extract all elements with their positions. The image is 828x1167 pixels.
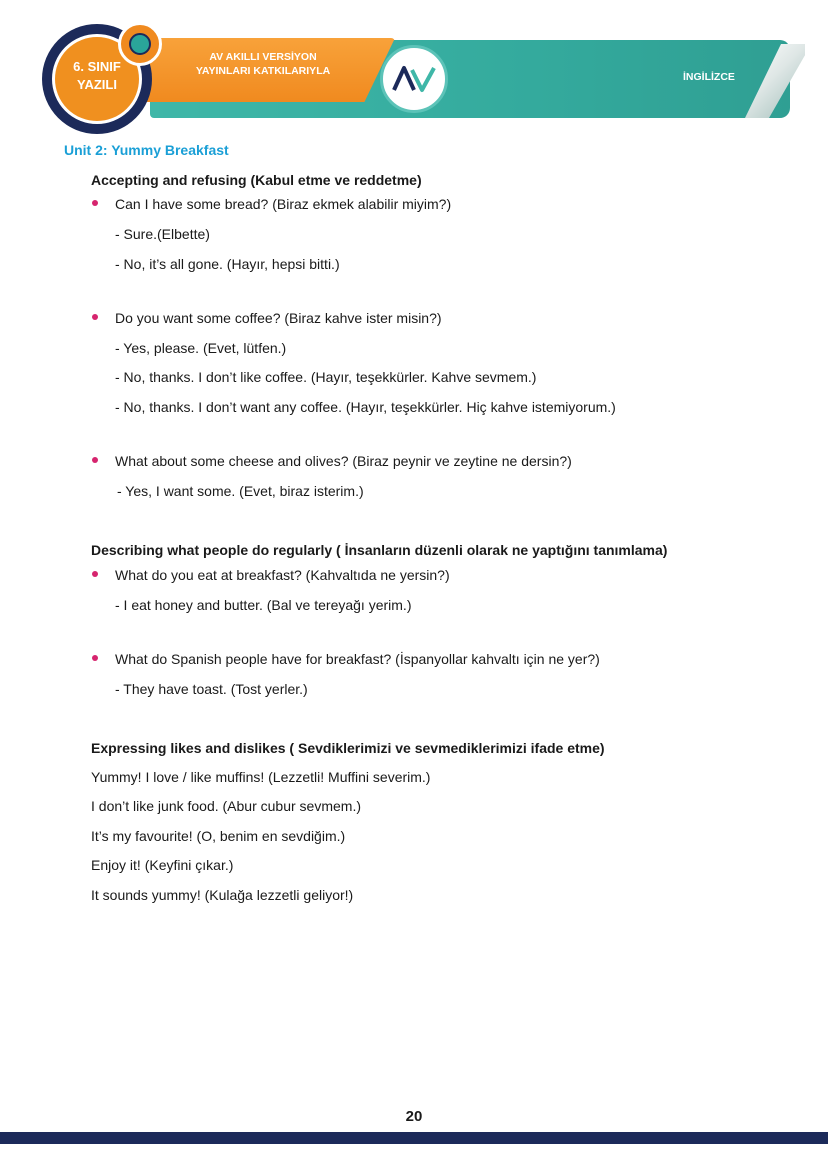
av-logo — [380, 45, 448, 113]
grade-label — [58, 58, 136, 94]
answer-item: - No, it’s all gone. (Hayır, hepsi bitti.) — [115, 256, 340, 272]
bullet-icon — [92, 655, 98, 661]
clock-icon — [129, 33, 151, 55]
answer-item: - I eat honey and butter. (Bal ve tereyağı yerim.) — [115, 597, 412, 613]
section-heading-describing: Describing what people do regularly ( İnsanların düzenli olarak ne yaptığını tanımlama) — [91, 542, 668, 558]
phrase-item: It’s my favourite! (O, benim en sevdiğim.) — [91, 828, 346, 844]
phrase-item: It sounds yummy! (Kulağa lezzetli geliyor!) — [91, 887, 354, 903]
unit-title: Unit 2: Yummy Breakfast — [64, 142, 229, 158]
answer-item: - Yes, I want some. (Evet, biraz isterim.) — [117, 483, 364, 499]
answer-item: - No, thanks. I don’t want any coffee. (Hayır, teşekkürler. Hiç kahve istemiyorum.) — [115, 399, 616, 415]
answer-item: - They have toast. (Tost yerler.) — [115, 681, 308, 697]
question-item: Do you want some coffee? (Biraz kahve ister misin?) — [115, 310, 442, 326]
subject-label: İNGİLİZCE — [683, 71, 735, 83]
question-item: Can I have some bread? (Biraz ekmek alabilir miyim?) — [115, 196, 452, 212]
page-header — [0, 0, 828, 140]
bullet-icon — [92, 571, 98, 577]
bullet-icon — [92, 314, 98, 320]
publisher-line-1: AV AKILLI VERSİYON — [209, 51, 317, 63]
section-heading-accepting: Accepting and refusing (Kabul etme ve reddetme) — [91, 172, 422, 188]
question-item: What do Spanish people have for breakfast? (İspanyollar kahvaltı için ne yer?) — [115, 651, 600, 667]
answer-item: - Yes, please. (Evet, lütfen.) — [115, 340, 287, 356]
question-item: What do you eat at breakfast? (Kahvaltıda ne yersin?) — [115, 567, 450, 583]
phrase-item: I don’t like junk food. (Abur cubur sevmem.) — [91, 798, 362, 814]
phrase-item: Enjoy it! (Keyfini çıkar.) — [91, 857, 234, 873]
bullet-icon — [92, 200, 98, 206]
grade-line-2: YAZILI — [77, 77, 117, 92]
answer-item: - No, thanks. I don’t like coffee. (Hayır, teşekkürler. Kahve sevmem.) — [115, 369, 537, 385]
bullet-icon — [92, 457, 98, 463]
phrase-item: Yummy! I love / like muffins! (Lezzetli! Muffini severim.) — [91, 769, 431, 785]
publisher-line-2: YAYINLARI KATKILARIYLA — [195, 65, 331, 77]
publisher-text — [168, 50, 358, 78]
footer-bar — [0, 1132, 828, 1144]
grade-line-1: 6. SINIF — [73, 59, 121, 74]
av-logo-icon — [392, 64, 436, 94]
answer-item: - Sure.(Elbette) — [115, 226, 210, 242]
page-number: 20 — [405, 1108, 423, 1125]
question-item: What about some cheese and olives? (Biraz peynir ve zeytine ne dersin?) — [115, 453, 572, 469]
section-heading-expressing: Expressing likes and dislikes ( Sevdiklerimizi ve sevmediklerimizi ifade etme) — [91, 740, 605, 756]
